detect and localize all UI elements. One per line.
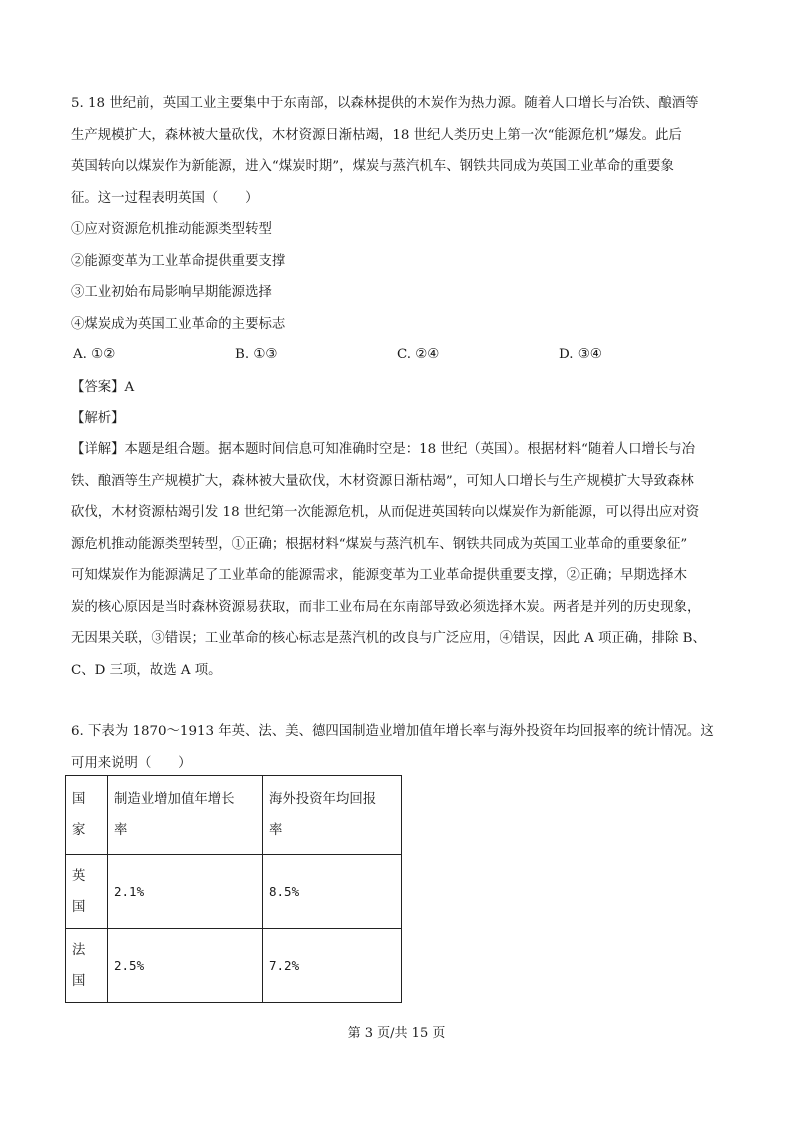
detail-line-6: 炭的核心原因是当时森林资源易获取，而非工业布局在东南部导致必须选择木炭。两者是并列的历史现象， bbox=[71, 599, 701, 615]
detail-line-1: 【详解】本题是组合题。据本题时间信息可知准确时空是：18 世纪（英国）。根据材料“随着人口增长与冶 bbox=[71, 442, 696, 457]
table-cell bbox=[66, 929, 108, 1003]
question-5-stem-line-4: 征。这一过程表明英国（ ） bbox=[71, 190, 259, 206]
header-manufacturing-growth: 制造业增加值年增长率 bbox=[114, 792, 235, 838]
question-5-stem-line-2: 生产规模扩大，森林被大量砍伐，木材资源日渐枯竭，18 世纪人类历史上第一次“能源危机”爆发。此后 bbox=[71, 127, 682, 143]
answer-label: 【答案】A bbox=[71, 380, 135, 395]
statistics-table bbox=[65, 775, 402, 1003]
analysis-label: 【解析】 bbox=[71, 411, 125, 426]
question-5-options bbox=[73, 340, 728, 370]
table-cell: 2.1% bbox=[108, 855, 263, 929]
detail-line-2: 铁、酿酒等生产规模扩大，森林被大量砍伐，木材资源日渐枯竭”，可知人口增长与生产规模扩大导致森林 bbox=[71, 473, 694, 489]
page-footer: 第 3 页/共 15 页 bbox=[347, 1026, 446, 1041]
table-row bbox=[66, 855, 402, 929]
table-header-cell bbox=[66, 776, 108, 855]
table-cell: 7.2% bbox=[263, 929, 402, 1003]
question-5 bbox=[71, 88, 726, 340]
option-a: A. ①② bbox=[73, 347, 116, 362]
question-6 bbox=[71, 716, 726, 779]
question-6-stem-line-2: 可用来说明（ ） bbox=[71, 755, 192, 771]
detail-explanation bbox=[71, 434, 726, 686]
detail-line-7: 无因果关联，③错误；工业革命的核心标志是蒸汽机的改良与广泛应用，④错误，因此 A 项正确，排除 B、 bbox=[71, 631, 706, 646]
row-country-france: 法国 bbox=[72, 942, 86, 989]
detail-line-4: 源危机推动能源类型转型，①正确；根据材料“煤炭与蒸汽机车、钢铁共同成为英国工业革命的重要象征” bbox=[71, 536, 688, 552]
detail-line-8: C、D 三项，故选 A 项。 bbox=[71, 662, 222, 678]
table-cell bbox=[66, 855, 108, 929]
table-cell: 2.5% bbox=[108, 929, 263, 1003]
table-row bbox=[66, 929, 402, 1003]
option-d: D. ③④ bbox=[559, 347, 602, 362]
analysis-block bbox=[71, 403, 726, 435]
detail-line-3: 砍伐，木材资源枯竭引发 18 世纪第一次能源危机，从而促进英国转向以煤炭作为新能源，可以得出应对资 bbox=[71, 505, 700, 520]
answer-block bbox=[71, 372, 726, 404]
table-cell: 8.5% bbox=[263, 855, 402, 929]
table-header-cell bbox=[108, 776, 263, 855]
header-overseas-return: 海外投资年均回报率 bbox=[269, 792, 377, 838]
question-6-stem-line-1: 6. 下表为 1870～1913 年英、法、美、德四国制造业增加值年增长率与海外投资年均回报率的统计情况。这 bbox=[71, 724, 714, 739]
row-country-uk: 英国 bbox=[72, 868, 86, 915]
statement-4: ④煤炭成为英国工业革命的主要标志 bbox=[71, 316, 286, 332]
detail-line-5: 可知煤炭作为能源满足了工业革命的能源需求，能源变革为工业革命提供重要支撑，②正确；早期选择木 bbox=[71, 568, 687, 583]
table-header-cell bbox=[263, 776, 402, 855]
header-country: 国家 bbox=[72, 792, 86, 838]
option-b: B. ①③ bbox=[235, 347, 278, 362]
question-5-stem-line-1: 5. 18 世纪前，英国工业主要集中于东南部，以森林提供的木炭作为热力源。随着人口增长与冶铁、酿酒等 bbox=[71, 96, 699, 111]
question-5-stem-line-3: 英国转向以煤炭作为新能源，进入“煤炭时期”，煤炭与蒸汽机车、钢铁共同成为英国工业革命的重要象 bbox=[71, 159, 674, 174]
table-header-row bbox=[66, 776, 402, 855]
statement-1: ①应对资源危机推动能源类型转型 bbox=[71, 222, 272, 237]
statement-2: ②能源变革为工业革命提供重要支撑 bbox=[71, 253, 286, 269]
statement-3: ③工业初始布局影响早期能源选择 bbox=[71, 285, 272, 300]
option-c: C. ②④ bbox=[397, 347, 440, 362]
